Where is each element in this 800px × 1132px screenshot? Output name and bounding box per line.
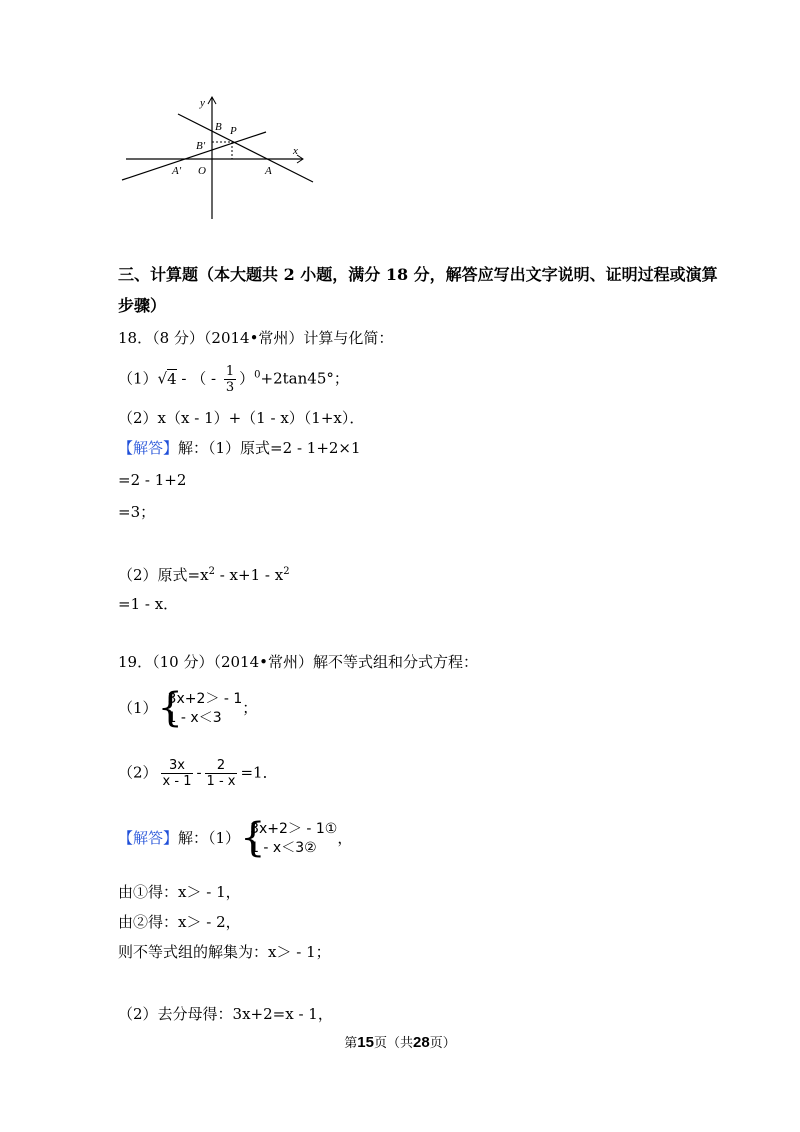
fraction-2-over-1-x: [205, 758, 238, 789]
inequality-system: [157, 685, 243, 731]
q18-sol-p2-sup1: 2: [208, 566, 215, 577]
q18-solution-part2-result: =1 - x．: [118, 595, 179, 613]
label-x: x: [293, 145, 298, 157]
q18-solution-tag: 【解答】: [118, 439, 179, 457]
q19-p1-tail: ；: [242, 699, 258, 717]
q18-solution-line3: =3；: [118, 503, 156, 521]
q19-line-c: 则不等式组的解集为：x＞ - 1；: [118, 943, 331, 961]
q18-solution-part2: [118, 562, 290, 585]
q18-p1-end: ）: [239, 369, 255, 388]
footer-mid: 页（共: [373, 1035, 413, 1050]
q19-sys-row2: 1 - x＜3: [167, 710, 222, 726]
page-footer: [0, 1032, 800, 1051]
q19-sol-prefix: 解：（1）: [178, 829, 241, 847]
q19-solution-part1: [118, 815, 353, 861]
label-b: B: [215, 121, 222, 133]
q19-f2-num: 2: [205, 758, 238, 774]
q19-p2-tail: =1．: [240, 763, 278, 782]
q19-sol-row2: 1 - x＜3②: [250, 840, 317, 856]
label-p: P: [230, 125, 237, 137]
q19-line-b: 由②得：x＞ - 2，: [118, 913, 241, 931]
fraction-one-third: [224, 364, 236, 395]
brace-icon: {: [157, 685, 183, 731]
q18-sol-line1-text: 解：（1）原式=2 - 1+2×1: [178, 439, 361, 457]
q18-header: 18．（8 分）（2014•常州）计算与化简：: [118, 329, 394, 347]
q19-f1-den: x - 1: [162, 774, 192, 789]
q19-line-a: 由①得：x＞ - 1，: [118, 883, 241, 901]
q19-part1: [118, 685, 258, 731]
footer-total-pages: 28: [413, 1034, 430, 1051]
footer-post: 页）: [429, 1035, 456, 1050]
label-o: O: [198, 165, 206, 177]
fraction-3x-over-x-1: [161, 758, 194, 789]
section-title-line2: 步骤）: [118, 296, 167, 315]
q19-p1-prefix: （1）: [118, 699, 158, 717]
q18-p1-prefix: （1）: [118, 369, 158, 388]
q18-p1-num: 1: [225, 364, 235, 379]
brace-icon: {: [240, 815, 266, 861]
solution-inequality-system: [240, 815, 338, 861]
label-y: y: [200, 97, 205, 109]
q18-p1-exp: 0: [254, 369, 261, 381]
q18-p1-sqrt: 4: [167, 369, 177, 388]
q19-solution-tag: 【解答】: [118, 829, 179, 847]
q18-solution-line2: =2 - 1+2: [118, 471, 187, 489]
q18-solution-line1: [118, 438, 361, 458]
line-a-prime-p: [122, 132, 266, 180]
section-title-line1: 三、计算题（本大题共 2 小题，满分 18 分，解答应写出文字说明、证明过程或演算: [118, 265, 718, 284]
q18-p1-den: 3: [225, 380, 235, 395]
footer-page-number: 15: [357, 1034, 374, 1051]
label-a-prime: A′: [172, 165, 182, 177]
q18-p1-mid: - （ -: [176, 369, 221, 388]
q18-part1: [118, 364, 349, 395]
q19-sol-row1: 3x+2＞ - 1①: [250, 821, 338, 837]
q19-f2-den: 1 - x: [206, 774, 236, 789]
q18-sol-p2-a: （2）原式=x: [118, 566, 209, 584]
q19-f1-num: 3x: [161, 758, 194, 774]
sqrt-sign: √4: [157, 369, 177, 388]
label-b-prime: B′: [196, 140, 206, 152]
q19-line-d: （2）去分母得：3x+2=x - 1，: [118, 1005, 333, 1023]
q19-part2: [118, 758, 278, 789]
footer-pre: 第: [344, 1035, 358, 1050]
label-a: A: [265, 165, 272, 177]
q18-sol-p2-b: - x+1 - x: [214, 566, 284, 584]
q19-header: 19．（10 分）（2014•常州）解不等式组和分式方程：: [118, 653, 478, 671]
q19-p2-prefix: （2）: [118, 763, 158, 782]
coordinate-figure: [118, 92, 318, 222]
q18-p1-tail: +2tan45°；: [260, 369, 349, 388]
q18-part2: （2）x（x - 1）+（1 - x）（1+x）．: [118, 409, 365, 427]
q19-minus: -: [196, 763, 202, 782]
q19-sys-row1: 3x+2＞ - 1: [167, 691, 243, 707]
q18-sol-p2-sup2: 2: [283, 566, 290, 577]
q19-sol-comma: ，: [337, 829, 353, 847]
